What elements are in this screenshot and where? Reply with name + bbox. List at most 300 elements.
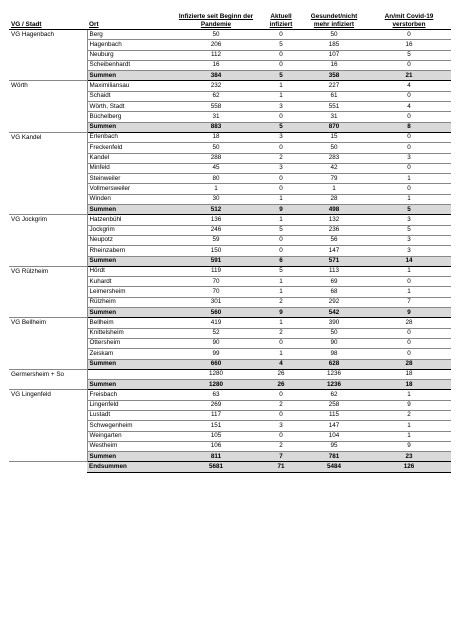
table-body [9, 30, 451, 473]
vg-cell [9, 60, 87, 70]
gesundet-cell: 283 [301, 153, 367, 163]
table-row [9, 163, 451, 173]
infiziert-cell: 117 [171, 410, 261, 420]
verstorben-cell: 0 [367, 328, 451, 338]
table-row [9, 287, 451, 297]
header-ort: Ort [87, 8, 171, 30]
table-row [9, 50, 451, 60]
verstorben-cell: 0 [367, 91, 451, 101]
aktuell-cell: 1 [261, 287, 301, 297]
vg-cell [9, 441, 87, 451]
infiziert-cell: 50 [171, 143, 261, 153]
ort-cell: Scheibenhardt [87, 60, 171, 70]
table-row [9, 410, 451, 420]
vg-cell [9, 431, 87, 441]
aktuell-cell: 0 [261, 143, 301, 153]
verstorben-cell: 0 [367, 163, 451, 173]
vg-cell [9, 246, 87, 256]
verstorben-cell: 0 [367, 349, 451, 359]
covid-statistics-sheet [9, 8, 451, 473]
vg-cell [9, 359, 87, 369]
sum-gesundet-cell: 870 [301, 122, 367, 132]
table-row [9, 81, 451, 91]
verstorben-cell: 0 [367, 338, 451, 348]
infiziert-cell: 246 [171, 225, 261, 235]
table-row [9, 184, 451, 194]
sum-aktuell-cell: 9 [261, 308, 301, 318]
ort-cell: Rheinzabern [87, 246, 171, 256]
vg-cell [9, 102, 87, 112]
infiziert-cell: 99 [171, 349, 261, 359]
vg-cell [9, 297, 87, 307]
summary-row [9, 256, 451, 266]
sum-aktuell-cell: 26 [261, 380, 301, 390]
vg-cell [9, 328, 87, 338]
table-row [9, 112, 451, 122]
gesundet-cell: 147 [301, 246, 367, 256]
table-row [9, 297, 451, 307]
table-row [9, 30, 451, 40]
summary-row [9, 205, 451, 215]
aktuell-cell: 0 [261, 60, 301, 70]
verstorben-cell: 1 [367, 421, 451, 431]
summary-row [9, 308, 451, 318]
vg-cell [9, 50, 87, 60]
infiziert-cell: 105 [171, 431, 261, 441]
table-row [9, 60, 451, 70]
summary-row [9, 122, 451, 132]
header-row [9, 8, 451, 30]
ort-cell: Neuburg [87, 50, 171, 60]
sum-aktuell-cell: 6 [261, 256, 301, 266]
sum-infiziert-cell: 512 [171, 205, 261, 215]
gesundet-cell: 147 [301, 421, 367, 431]
vg-cell [9, 338, 87, 348]
gesundet-cell: 258 [301, 400, 367, 410]
total-gesundet-cell: 5484 [301, 462, 367, 472]
gesundet-cell: 62 [301, 390, 367, 400]
infiziert-cell: 106 [171, 441, 261, 451]
vg-name: Wörth [9, 81, 87, 91]
gesundet-cell: 61 [301, 91, 367, 101]
gesundet-cell: 28 [301, 194, 367, 204]
summary-row [9, 452, 451, 462]
sum-gesundet-cell: 781 [301, 452, 367, 462]
table-row [9, 277, 451, 287]
vg-cell [9, 277, 87, 287]
verstorben-cell: 7 [367, 297, 451, 307]
infiziert-cell: 70 [171, 287, 261, 297]
infiziert-cell: 301 [171, 297, 261, 307]
ort-cell: Schwegenheim [87, 421, 171, 431]
vg-cell [9, 174, 87, 184]
aktuell-cell: 0 [261, 30, 301, 40]
gesundet-cell: 1236 [301, 369, 367, 379]
vg-cell [9, 184, 87, 194]
sum-verstorben-cell: 8 [367, 122, 451, 132]
vg-cell [9, 308, 87, 318]
sum-aktuell-cell: 4 [261, 359, 301, 369]
gesundet-cell: 1 [301, 184, 367, 194]
ort-cell: Hördt [87, 266, 171, 276]
vg-cell [9, 153, 87, 163]
verstorben-cell: 18 [367, 369, 451, 379]
aktuell-cell: 0 [261, 246, 301, 256]
aktuell-cell: 2 [261, 297, 301, 307]
aktuell-cell: 2 [261, 400, 301, 410]
gesundet-cell: 115 [301, 410, 367, 420]
sum-verstorben-cell: 21 [367, 71, 451, 81]
vg-cell [9, 112, 87, 122]
verstorben-cell: 9 [367, 400, 451, 410]
header-gesundet: Gesundet/nicht mehr infiziert [301, 8, 367, 30]
table-row [9, 102, 451, 112]
sum-ort-cell: Summen [87, 452, 171, 462]
gesundet-cell: 31 [301, 112, 367, 122]
ort-cell: Kuhardt [87, 277, 171, 287]
vg-cell [9, 122, 87, 132]
infiziert-cell: 52 [171, 328, 261, 338]
aktuell-cell: 0 [261, 431, 301, 441]
aktuell-cell: 2 [261, 328, 301, 338]
sum-aktuell-cell: 7 [261, 452, 301, 462]
ort-cell: Hagenbach [87, 40, 171, 50]
table-row [9, 318, 451, 328]
table-row [9, 40, 451, 50]
infiziert-cell: 18 [171, 132, 261, 142]
table-row [9, 431, 451, 441]
table-row [9, 369, 451, 379]
vg-cell [9, 143, 87, 153]
infiziert-cell: 80 [171, 174, 261, 184]
vg-cell [9, 421, 87, 431]
verstorben-cell: 3 [367, 246, 451, 256]
table-row [9, 400, 451, 410]
aktuell-cell: 0 [261, 174, 301, 184]
infiziert-cell: 45 [171, 163, 261, 173]
table-row [9, 328, 451, 338]
table-row [9, 390, 451, 400]
table-row [9, 153, 451, 163]
ort-cell: Lingenfeld [87, 400, 171, 410]
infiziert-cell: 1280 [171, 369, 261, 379]
verstorben-cell: 5 [367, 225, 451, 235]
table-row [9, 194, 451, 204]
ort-cell: Vollmersweiler [87, 184, 171, 194]
table-row [9, 174, 451, 184]
sum-gesundet-cell: 1236 [301, 380, 367, 390]
gesundet-cell: 113 [301, 266, 367, 276]
table-row [9, 266, 451, 276]
infiziert-cell: 16 [171, 60, 261, 70]
infiziert-cell: 150 [171, 246, 261, 256]
sum-infiziert-cell: 591 [171, 256, 261, 266]
infiziert-cell: 63 [171, 390, 261, 400]
gesundet-cell: 50 [301, 328, 367, 338]
aktuell-cell: 3 [261, 421, 301, 431]
ort-cell: Westheim [87, 441, 171, 451]
ort-cell: Bellheim [87, 318, 171, 328]
infiziert-cell: 151 [171, 421, 261, 431]
gesundet-cell: 15 [301, 132, 367, 142]
sum-infiziert-cell: 660 [171, 359, 261, 369]
table-row [9, 246, 451, 256]
ort-cell: Neupotz [87, 235, 171, 245]
vg-cell [9, 400, 87, 410]
infiziert-cell: 269 [171, 400, 261, 410]
table-row [9, 338, 451, 348]
summary-row [9, 380, 451, 390]
header-infiziert: Infizierte seit Beginn der Pandemie [171, 8, 261, 30]
aktuell-cell: 0 [261, 338, 301, 348]
aktuell-cell: 1 [261, 318, 301, 328]
sum-ort-cell: Summen [87, 380, 171, 390]
gesundet-cell: 390 [301, 318, 367, 328]
sum-aktuell-cell: 5 [261, 71, 301, 81]
sum-infiziert-cell: 384 [171, 71, 261, 81]
gesundet-cell: 227 [301, 81, 367, 91]
infiziert-cell: 62 [171, 91, 261, 101]
table-row [9, 235, 451, 245]
verstorben-cell: 4 [367, 81, 451, 91]
vg-cell [9, 235, 87, 245]
aktuell-cell: 1 [261, 91, 301, 101]
infiziert-cell: 288 [171, 153, 261, 163]
vg-cell [9, 163, 87, 173]
gesundet-cell: 551 [301, 102, 367, 112]
vg-cell [9, 380, 87, 390]
vg-cell [9, 287, 87, 297]
ort-cell: Knittelsheim [87, 328, 171, 338]
table-row [9, 215, 451, 225]
aktuell-cell: 26 [261, 369, 301, 379]
table-row [9, 91, 451, 101]
summary-row [9, 359, 451, 369]
sum-aktuell-cell: 9 [261, 205, 301, 215]
infiziert-cell: 70 [171, 277, 261, 287]
ort-cell: Lustadt [87, 410, 171, 420]
ort-cell: Weingarten [87, 431, 171, 441]
vg-name: VG Hagenbach [9, 30, 87, 40]
gesundet-cell: 56 [301, 235, 367, 245]
verstorben-cell: 28 [367, 318, 451, 328]
gesundet-cell: 16 [301, 60, 367, 70]
aktuell-cell: 1 [261, 215, 301, 225]
verstorben-cell: 0 [367, 30, 451, 40]
aktuell-cell: 0 [261, 112, 301, 122]
vg-cell [9, 40, 87, 50]
sum-infiziert-cell: 1280 [171, 380, 261, 390]
verstorben-cell: 0 [367, 132, 451, 142]
sum-gesundet-cell: 628 [301, 359, 367, 369]
ort-cell: Minfeld [87, 163, 171, 173]
vg-cell [9, 225, 87, 235]
sum-verstorben-cell: 28 [367, 359, 451, 369]
sum-infiziert-cell: 560 [171, 308, 261, 318]
verstorben-cell: 1 [367, 287, 451, 297]
aktuell-cell: 5 [261, 266, 301, 276]
sum-ort-cell: Summen [87, 308, 171, 318]
gesundet-cell: 132 [301, 215, 367, 225]
gesundet-cell: 79 [301, 174, 367, 184]
sum-verstorben-cell: 5 [367, 205, 451, 215]
ort-cell: Ottersheim [87, 338, 171, 348]
verstorben-cell: 1 [367, 194, 451, 204]
aktuell-cell: 0 [261, 410, 301, 420]
infiziert-cell: 112 [171, 50, 261, 60]
verstorben-cell: 2 [367, 410, 451, 420]
sum-ort-cell: Summen [87, 71, 171, 81]
sum-gesundet-cell: 571 [301, 256, 367, 266]
vg-cell [9, 194, 87, 204]
infiziert-cell: 419 [171, 318, 261, 328]
ort-cell: Hatzenbühl [87, 215, 171, 225]
vg-cell [9, 462, 87, 472]
table-row [9, 132, 451, 142]
infiziert-cell: 232 [171, 81, 261, 91]
aktuell-cell: 0 [261, 50, 301, 60]
vg-cell [9, 71, 87, 81]
sum-verstorben-cell: 9 [367, 308, 451, 318]
sum-ort-cell: Summen [87, 205, 171, 215]
sum-gesundet-cell: 542 [301, 308, 367, 318]
aktuell-cell: 1 [261, 349, 301, 359]
total-verstorben-cell: 126 [367, 462, 451, 472]
infiziert-cell: 59 [171, 235, 261, 245]
table-row [9, 143, 451, 153]
sum-verstorben-cell: 23 [367, 452, 451, 462]
ort-cell: Kandel [87, 153, 171, 163]
aktuell-cell: 1 [261, 81, 301, 91]
summary-row [9, 71, 451, 81]
vg-cell [9, 205, 87, 215]
sum-verstorben-cell: 14 [367, 256, 451, 266]
infiziert-cell: 119 [171, 266, 261, 276]
aktuell-cell: 3 [261, 163, 301, 173]
verstorben-cell: 0 [367, 277, 451, 287]
gesundet-cell: 69 [301, 277, 367, 287]
verstorben-cell: 3 [367, 235, 451, 245]
ort-cell: Rülzheim [87, 297, 171, 307]
vg-name: VG Bellheim [9, 318, 87, 328]
ort-cell: Berg [87, 30, 171, 40]
table-row [9, 225, 451, 235]
sum-verstorben-cell: 18 [367, 380, 451, 390]
verstorben-cell: 9 [367, 441, 451, 451]
ort-cell: Winden [87, 194, 171, 204]
table-row [9, 349, 451, 359]
ort-cell: Schaidt [87, 91, 171, 101]
sum-gesundet-cell: 358 [301, 71, 367, 81]
sum-gesundet-cell: 498 [301, 205, 367, 215]
ort-cell: Freckenfeld [87, 143, 171, 153]
aktuell-cell: 2 [261, 441, 301, 451]
aktuell-cell: 3 [261, 102, 301, 112]
gesundet-cell: 185 [301, 40, 367, 50]
ort-cell: Erlenbach [87, 132, 171, 142]
vg-name: VG Lingenfeld [9, 390, 87, 400]
gesundet-cell: 104 [301, 431, 367, 441]
verstorben-cell: 0 [367, 143, 451, 153]
gesundet-cell: 292 [301, 297, 367, 307]
aktuell-cell: 0 [261, 390, 301, 400]
sum-ort-cell: Summen [87, 359, 171, 369]
gesundet-cell: 98 [301, 349, 367, 359]
ort-cell [87, 369, 171, 379]
verstorben-cell: 4 [367, 102, 451, 112]
aktuell-cell: 3 [261, 132, 301, 142]
gesundet-cell: 42 [301, 163, 367, 173]
verstorben-cell: 16 [367, 40, 451, 50]
infiziert-cell: 1 [171, 184, 261, 194]
vg-name: Germersheim + So [9, 369, 87, 379]
vg-cell [9, 410, 87, 420]
gesundet-cell: 50 [301, 143, 367, 153]
ort-cell: Jockgrim [87, 225, 171, 235]
ort-cell: Maximiliansau [87, 81, 171, 91]
sum-infiziert-cell: 883 [171, 122, 261, 132]
sum-ort-cell: Summen [87, 256, 171, 266]
ort-cell: Wörth, Stadt [87, 102, 171, 112]
aktuell-cell: 0 [261, 235, 301, 245]
ort-cell: Steinweiler [87, 174, 171, 184]
gesundet-cell: 68 [301, 287, 367, 297]
header-vg: VG / Stadt [9, 8, 87, 30]
header-verstorben: An/mit Covid-19 verstorben [367, 8, 451, 30]
verstorben-cell: 0 [367, 60, 451, 70]
infiziert-cell: 31 [171, 112, 261, 122]
gesundet-cell: 50 [301, 30, 367, 40]
vg-name: VG Rülzheim [9, 266, 87, 276]
verstorben-cell: 1 [367, 174, 451, 184]
infiziert-cell: 50 [171, 30, 261, 40]
verstorben-cell: 0 [367, 112, 451, 122]
ort-cell: Leimersheim [87, 287, 171, 297]
gesundet-cell: 90 [301, 338, 367, 348]
aktuell-cell: 2 [261, 153, 301, 163]
total-row [9, 462, 451, 472]
verstorben-cell: 3 [367, 153, 451, 163]
total-ort-cell: Endsummen [87, 462, 171, 472]
table-row [9, 421, 451, 431]
ort-cell: Freisbach [87, 390, 171, 400]
aktuell-cell: 1 [261, 194, 301, 204]
header-aktuell: Aktuell infiziert [261, 8, 301, 30]
ort-cell: Zeiskam [87, 349, 171, 359]
vg-cell [9, 452, 87, 462]
gesundet-cell: 95 [301, 441, 367, 451]
vg-name: VG Jockgrim [9, 215, 87, 225]
sum-ort-cell: Summen [87, 122, 171, 132]
gesundet-cell: 236 [301, 225, 367, 235]
verstorben-cell: 1 [367, 266, 451, 276]
aktuell-cell: 5 [261, 225, 301, 235]
sum-aktuell-cell: 5 [261, 122, 301, 132]
aktuell-cell: 5 [261, 40, 301, 50]
gesundet-cell: 107 [301, 50, 367, 60]
infiziert-cell: 206 [171, 40, 261, 50]
verstorben-cell: 1 [367, 431, 451, 441]
covid-table [9, 8, 451, 473]
total-aktuell-cell: 71 [261, 462, 301, 472]
aktuell-cell: 1 [261, 277, 301, 287]
total-infiziert-cell: 5681 [171, 462, 261, 472]
verstorben-cell: 1 [367, 390, 451, 400]
sum-infiziert-cell: 811 [171, 452, 261, 462]
infiziert-cell: 558 [171, 102, 261, 112]
infiziert-cell: 136 [171, 215, 261, 225]
verstorben-cell: 0 [367, 184, 451, 194]
